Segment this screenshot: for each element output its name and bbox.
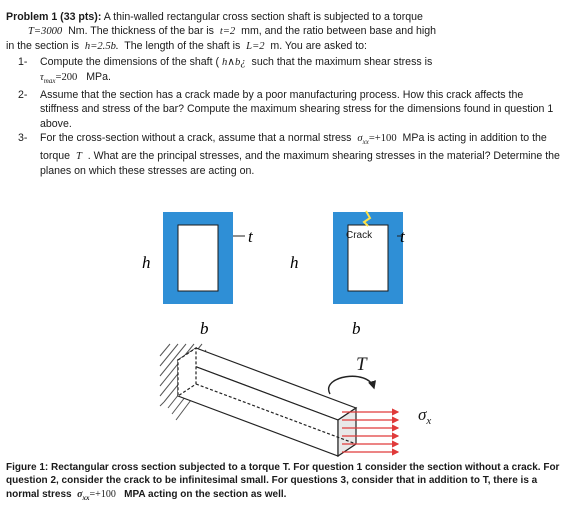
- problem-title: Problem 1 (33 pts):: [6, 11, 102, 23]
- problem-intro-line2: T=3000 Nm. The thickness of the bar is t=2 mm, and the ratio between base and high: [28, 25, 437, 38]
- figure-caption: Figure 1: Rectangular cross section subjected to a torque T. For question 1 consider the section without a crack. For question 2, consider the crack to be infinitesimal small. For questions 3, consider that in addition to T, there is a normal stress $\sigma_{xx}=+100$ MPA acting on the section as well.: [6, 462, 560, 502]
- section-with-crack: [290, 211, 406, 338]
- caption-sigma: σ: [77, 488, 83, 500]
- label-h-left: h: [142, 253, 151, 272]
- tau-symbol: τ: [40, 71, 44, 83]
- inner-hollow: [178, 225, 218, 291]
- label-t-right: t: [400, 227, 405, 246]
- shaft-3d: [178, 348, 356, 456]
- torque-arrow: [329, 376, 374, 394]
- label-crack: Crack: [346, 230, 373, 241]
- label-b-right: b: [352, 319, 361, 338]
- thickness-value: t=2: [219, 26, 236, 38]
- length-value: L=2: [246, 41, 265, 53]
- torque-value: T=3000: [28, 26, 63, 38]
- problem-intro: Problem 1 (33 pts): A thin-walled rectangular cross section shaft is subjected to a torque: [6, 11, 423, 23]
- problem-intro-line3: in the section is h=2.5b. The length of the shaft is L=2 m. You are asked to:: [6, 40, 367, 53]
- label-h-right: h: [290, 253, 299, 272]
- label-b-left: b: [200, 319, 209, 338]
- question-3: 3- For the cross-section without a crack, assume that a normal stress $\sigma_{xx}=+100$ MPa is acting in addition to the torque T . What are the principal stresses, and the maximum shearing stresses in the material? Determine the planes on which these stresses are acting on.: [18, 131, 560, 178]
- question-1: 1- Compute the dimensions of the shaft ( h∧b¿ such that the maximum shear stress is $\tau_{max}=200$ MPa.: [18, 55, 433, 85]
- ratio-value: h=2.5b.: [84, 41, 119, 53]
- question-2: 2- Assume that the section has a crack made by a poor manufacturing process. How this crack affects the stiffness and stress of the bar? Compute the maximum shearing stress for the dimensions found in question 1 above.: [18, 89, 554, 130]
- figure-1: [0, 198, 569, 460]
- label-t-left: t: [248, 227, 253, 246]
- label-sigma-x: $\sigma_x$: [418, 405, 432, 427]
- torque-symbol: T: [75, 151, 82, 163]
- dimension-expression: h∧b¿: [221, 56, 246, 68]
- sigma-symbol: σ: [357, 132, 363, 144]
- section-without-crack: [142, 212, 254, 338]
- problem-statement: [6, 10, 560, 178]
- label-torque: T: [356, 354, 367, 375]
